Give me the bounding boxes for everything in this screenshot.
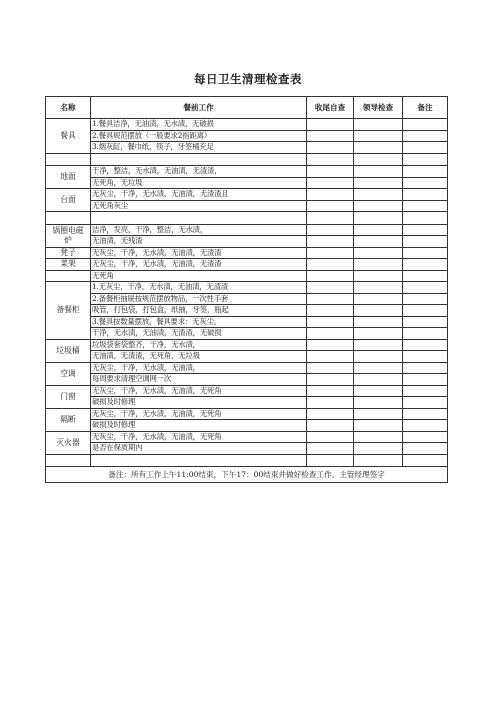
- leader-check-cell[interactable]: [354, 270, 403, 282]
- table-row: [46, 316, 448, 328]
- table-row: [46, 166, 448, 178]
- section-name: 台面: [46, 189, 91, 212]
- remarks-cell[interactable]: [403, 166, 448, 178]
- table-row: [46, 339, 448, 351]
- footer-note: 备注：所有工作上午11:00结束，下午17：00结束并做好检查工作。主管经理签字: [46, 467, 448, 483]
- self-check-cell[interactable]: [307, 166, 354, 178]
- self-check-cell[interactable]: [307, 362, 354, 374]
- remarks-cell[interactable]: [403, 431, 448, 443]
- checklist-table: [45, 96, 448, 483]
- table-row: [46, 259, 448, 271]
- self-check-cell[interactable]: [307, 224, 354, 236]
- header-remarks: 备注: [403, 97, 448, 119]
- self-check-cell[interactable]: [307, 305, 354, 317]
- item-text: 无灰尘，干净，无水渍，无油渍，无死角: [91, 431, 307, 443]
- item-text: 无灰尘，干净，无水渍，无油渍，无死角: [91, 408, 307, 420]
- self-check-cell[interactable]: [307, 316, 354, 328]
- self-check-cell[interactable]: [307, 408, 354, 420]
- table-row: [46, 142, 448, 154]
- leader-check-cell[interactable]: [354, 189, 403, 201]
- table-row: [46, 385, 448, 397]
- table-row: [46, 305, 448, 317]
- remarks-cell[interactable]: [403, 385, 448, 397]
- leader-check-cell[interactable]: [354, 200, 403, 212]
- remarks-cell[interactable]: [403, 339, 448, 351]
- item-text: 无灰尘，干净，无水渍，无油渍，无死角: [91, 385, 307, 397]
- leader-check-cell[interactable]: [354, 351, 403, 363]
- remarks-cell[interactable]: [403, 293, 448, 305]
- table-row: [46, 282, 448, 294]
- item-text: 无死角，无垃圾: [91, 177, 307, 189]
- self-check-cell[interactable]: [307, 270, 354, 282]
- remarks-cell[interactable]: [403, 119, 448, 131]
- leader-check-cell[interactable]: [354, 362, 403, 374]
- table-row: [46, 420, 448, 432]
- item-text: 无灰尘，干净，无水渍，无油渍，无渣渣且: [91, 189, 307, 201]
- item-text: 破损及时修理: [91, 397, 307, 409]
- leader-check-cell[interactable]: [354, 328, 403, 340]
- section-name: 门窗: [46, 385, 91, 408]
- table-row: [46, 270, 448, 282]
- item-text: 1.无灰尘，干净，无水渍，无油渍，无渣渣: [91, 282, 307, 294]
- empty-row: [46, 454, 448, 467]
- section-name: 菜架: [46, 259, 91, 271]
- item-text: 无死角: [91, 270, 307, 282]
- self-check-cell[interactable]: [307, 142, 354, 154]
- table-row: [46, 351, 448, 363]
- leader-check-cell[interactable]: [354, 305, 403, 317]
- leader-check-cell[interactable]: [354, 130, 403, 142]
- table-row: [46, 443, 448, 455]
- leader-check-cell[interactable]: [354, 397, 403, 409]
- item-text: 吸管，打包袋，打包盒，纸抽，牙签，瓶起: [91, 305, 307, 317]
- item-text: 3.烟灰缸，餐巾纸，筷子，牙签桶充足: [91, 142, 307, 154]
- self-check-cell[interactable]: [307, 385, 354, 397]
- remarks-cell[interactable]: [403, 374, 448, 386]
- table-row: [46, 236, 448, 248]
- page-title: 每日卫生清理检查表: [194, 72, 302, 86]
- table-row: [46, 374, 448, 386]
- table-row: [46, 224, 448, 236]
- section-name: 地面: [46, 166, 91, 189]
- section-name: 隔断: [46, 408, 91, 431]
- self-check-cell[interactable]: [307, 443, 354, 455]
- section-name: 凳子: [46, 247, 91, 259]
- self-check-cell[interactable]: [307, 420, 354, 432]
- self-check-cell[interactable]: [307, 236, 354, 248]
- self-check-cell[interactable]: [307, 189, 354, 201]
- item-text: 2.餐具规范摆放（一般要求2指距离）: [91, 130, 307, 142]
- item-text: 3.餐具按数量摆放，餐具要求：无灰尘，: [91, 316, 307, 328]
- self-check-cell[interactable]: [307, 177, 354, 189]
- leader-check-cell[interactable]: [354, 420, 403, 432]
- self-check-cell[interactable]: [307, 328, 354, 340]
- self-check-cell[interactable]: [307, 431, 354, 443]
- header-self-check: 收尾自查: [307, 97, 354, 119]
- item-text: 干净，整洁，无水渍，无油渍，无渣渣，: [91, 166, 307, 178]
- self-check-cell[interactable]: [307, 397, 354, 409]
- table-row: [46, 408, 448, 420]
- remarks-cell[interactable]: [403, 259, 448, 271]
- self-check-cell[interactable]: [307, 259, 354, 271]
- header-name: 名称: [46, 97, 91, 119]
- table-row: [46, 293, 448, 305]
- remarks-cell[interactable]: [403, 270, 448, 282]
- remarks-cell[interactable]: [403, 200, 448, 212]
- leader-check-cell[interactable]: [354, 293, 403, 305]
- item-text: 1.餐具洁净，无油渍，无水渍，无破损: [91, 119, 307, 131]
- remarks-cell[interactable]: [403, 177, 448, 189]
- remarks-cell[interactable]: [403, 408, 448, 420]
- remarks-cell[interactable]: [403, 351, 448, 363]
- remarks-cell[interactable]: [403, 282, 448, 294]
- remarks-cell[interactable]: [403, 362, 448, 374]
- item-text: 无灰尘，干净，无水渍，无油渍，无渣渣: [91, 247, 307, 259]
- remarks-cell[interactable]: [403, 397, 448, 409]
- remarks-cell[interactable]: [403, 189, 448, 201]
- self-check-cell[interactable]: [307, 200, 354, 212]
- self-check-cell[interactable]: [307, 293, 354, 305]
- item-text: 无油渍，无渣渣，无死角，无垃圾: [91, 351, 307, 363]
- item-text: 无灰尘，干净，无水渍，无油渍，无渣渣: [91, 259, 307, 271]
- leader-check-cell[interactable]: [354, 385, 403, 397]
- remarks-cell[interactable]: [403, 247, 448, 259]
- table-row: [46, 177, 448, 189]
- item-text: 无油渍，无残渣: [91, 236, 307, 248]
- section-name: 空调: [46, 362, 91, 385]
- leader-check-cell[interactable]: [354, 236, 403, 248]
- blank-name-cell: [46, 270, 91, 282]
- item-text: 2.备餐柜抽屉按规范摆放物品，一次性手套: [91, 293, 307, 305]
- section-name: 垃圾桶: [46, 339, 91, 362]
- header-work: 餐前工作: [91, 97, 307, 119]
- leader-check-cell[interactable]: [354, 142, 403, 154]
- leader-check-cell[interactable]: [354, 443, 403, 455]
- remarks-cell[interactable]: [403, 420, 448, 432]
- table-row: [46, 119, 448, 131]
- self-check-cell[interactable]: [307, 282, 354, 294]
- leader-check-cell[interactable]: [354, 408, 403, 420]
- remarks-cell[interactable]: [403, 328, 448, 340]
- leader-check-cell[interactable]: [354, 282, 403, 294]
- leader-check-cell[interactable]: [354, 177, 403, 189]
- leader-check-cell[interactable]: [354, 259, 403, 271]
- self-check-cell[interactable]: [307, 351, 354, 363]
- empty-row: [46, 153, 448, 166]
- table-row: [46, 130, 448, 142]
- leader-check-cell[interactable]: [354, 431, 403, 443]
- remarks-cell[interactable]: [403, 236, 448, 248]
- table-row: [46, 200, 448, 212]
- table-row: [46, 431, 448, 443]
- section-name: 灭火器: [46, 431, 91, 454]
- leader-check-cell[interactable]: [354, 247, 403, 259]
- section-name: 餐具: [46, 119, 91, 154]
- leader-check-cell[interactable]: [354, 224, 403, 236]
- item-text: 无死角灰尘: [91, 200, 307, 212]
- table-row: [46, 247, 448, 259]
- self-check-cell[interactable]: [307, 119, 354, 131]
- item-text: 每周要求清理空调网一次: [91, 374, 307, 386]
- header-leader-check: 领导检查: [354, 97, 403, 119]
- table-row: [46, 328, 448, 340]
- remarks-cell[interactable]: [403, 316, 448, 328]
- remarks-cell[interactable]: [403, 142, 448, 154]
- note-row: [46, 467, 448, 483]
- self-check-cell[interactable]: [307, 339, 354, 351]
- leader-check-cell[interactable]: [354, 374, 403, 386]
- item-text: 是否在保质期内: [91, 443, 307, 455]
- item-text: 洁净，发亮，干净，整洁，无水渍，: [91, 224, 307, 236]
- leader-check-cell[interactable]: [354, 119, 403, 131]
- remarks-cell[interactable]: [403, 305, 448, 317]
- item-text: 无灰尘，干净，无水渍，无油渍，: [91, 362, 307, 374]
- leader-check-cell[interactable]: [354, 166, 403, 178]
- leader-check-cell[interactable]: [354, 339, 403, 351]
- self-check-cell[interactable]: [307, 374, 354, 386]
- item-text: 垃圾袋套袋整齐，干净，无水渍，: [91, 339, 307, 351]
- section-name: 备餐柜: [46, 282, 91, 340]
- section-name: 锅圈电磁炉: [46, 224, 91, 247]
- table-row: [46, 397, 448, 409]
- remarks-cell[interactable]: [403, 224, 448, 236]
- self-check-cell[interactable]: [307, 247, 354, 259]
- table-row: [46, 189, 448, 201]
- header-row: [46, 97, 448, 119]
- leader-check-cell[interactable]: [354, 316, 403, 328]
- empty-row: [46, 212, 448, 225]
- self-check-cell[interactable]: [307, 130, 354, 142]
- table-row: [46, 362, 448, 374]
- remarks-cell[interactable]: [403, 130, 448, 142]
- item-text: 干净，无水渍，无油渍，无渣渣，无破损: [91, 328, 307, 340]
- item-text: 破损及时修理: [91, 420, 307, 432]
- remarks-cell[interactable]: [403, 443, 448, 455]
